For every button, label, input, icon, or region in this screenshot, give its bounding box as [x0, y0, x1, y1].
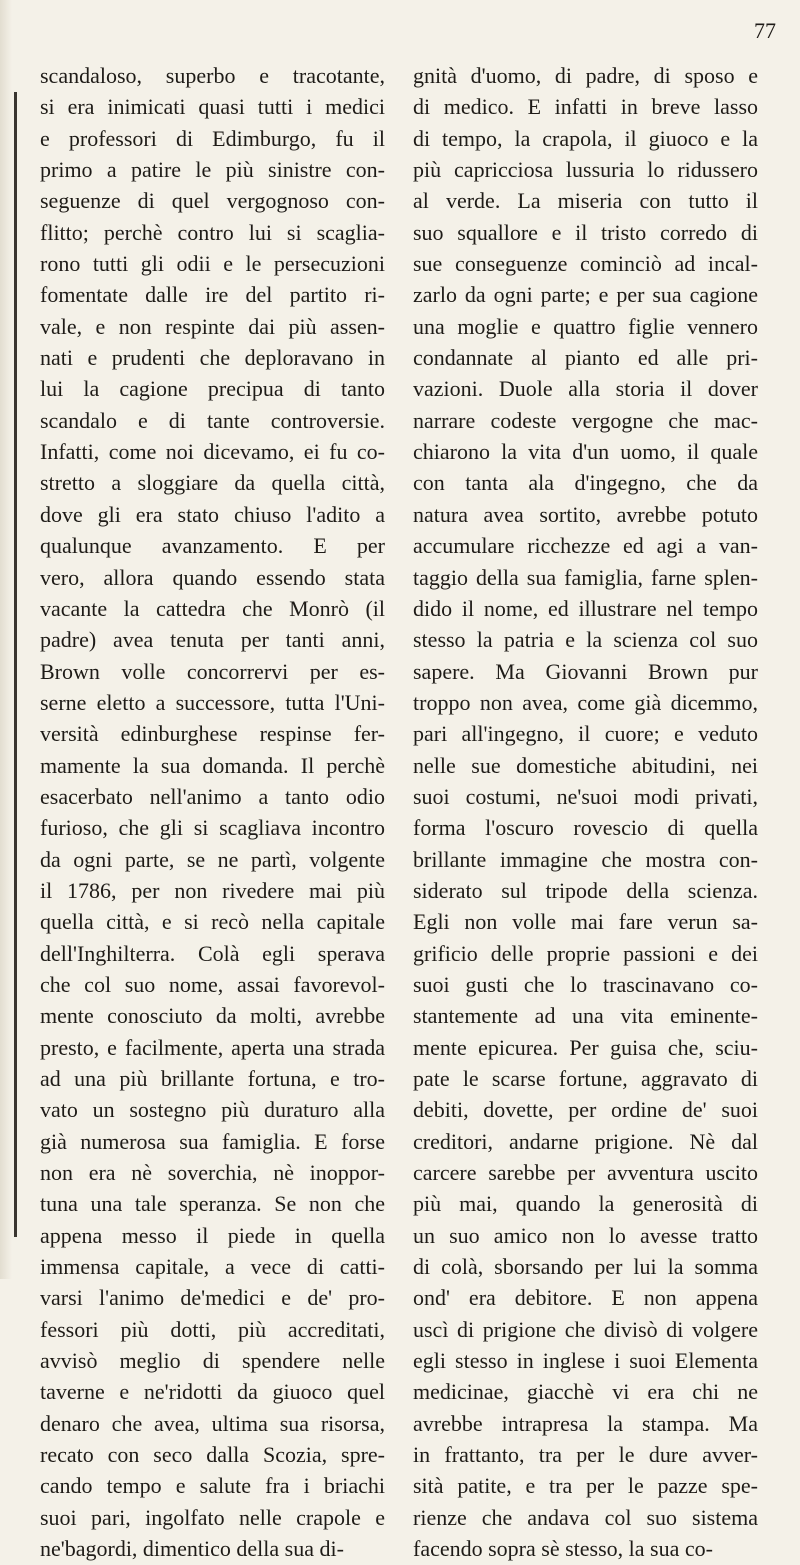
text-line: scandaloso, superbo e tracotante, — [40, 63, 385, 88]
text-line: condannate al pianto ed alle pri- — [413, 345, 758, 371]
text-line: ad una più brillante fortuna, e tro- — [40, 1066, 385, 1091]
text-line: forma l'oscuro rovescio di quella — [413, 815, 758, 841]
text-line: recato con seco dalla Scozia, spre- — [40, 1442, 385, 1468]
text-line: si era inimicati quasi tutti i medici — [40, 94, 385, 120]
text-line: taggio della sua famiglia, farne splen- — [413, 564, 758, 590]
left-text-column — [40, 60, 385, 1565]
text-line: taverne e ne'ridotti da giuoco quel — [40, 1379, 385, 1405]
text-line: Egli non volle mai fare verun sa- — [413, 909, 758, 935]
text-line: sapere. Ma Giovanni Brown pur — [413, 658, 758, 684]
text-line: immensa capitale, a vece di catti- — [40, 1254, 385, 1280]
text-line: di colà, sborsando per lui la somma — [413, 1254, 758, 1280]
text-line: non era nè soverchia, nè inoppor- — [40, 1160, 385, 1186]
page-edge-shadow — [0, 0, 12, 1279]
text-line: denaro che avea, ultima sua risorsa, — [40, 1410, 385, 1436]
text-line: che col suo nome, assai favorevol- — [40, 971, 385, 997]
text-line: gnità d'uomo, di padre, di sposo e — [413, 63, 758, 88]
text-line: stretto a sloggiare da quella città, — [40, 470, 385, 496]
text-line: carcere sarebbe per avventura uscito — [413, 1160, 758, 1186]
right-text-column — [413, 60, 758, 1565]
text-line: al verde. La miseria con tutto il — [413, 188, 758, 214]
text-line: Brown volle concorrervi per es- — [40, 658, 385, 684]
text-line: dido il nome, ed illustrare nel tempo — [413, 595, 758, 621]
text-line: versità edinburghese respinse fer- — [40, 721, 385, 747]
text-line: presto, e facilmente, aperta una strada — [40, 1034, 385, 1060]
text-line: mente conosciuto da molti, avrebbe — [40, 1003, 385, 1029]
text-line: vale, e non respinte dai più assen- — [40, 313, 385, 339]
text-line: stesso la patria e la scienza col suo — [413, 627, 758, 653]
text-line: rienze che andava col suo sistema — [413, 1504, 758, 1530]
text-line: dell'Inghilterra. Colà egli sperava — [40, 940, 385, 966]
text-line: quella città, e si recò nella capitale — [40, 909, 385, 935]
text-line: mamente la sua domanda. Il perchè — [40, 752, 385, 778]
text-line: fessori più dotti, più accreditati, — [40, 1316, 385, 1342]
text-line: seguenze di quel vergognoso con- — [40, 188, 385, 214]
text-line: suoi pari, ingolfato nelle crapole e — [40, 1504, 385, 1530]
text-line: Infatti, come noi dicevamo, ei fu co- — [40, 439, 385, 465]
text-line: in frattanto, tra per le dure avver- — [413, 1442, 758, 1468]
text-line: troppo non avea, come già dicemmo, — [413, 689, 758, 715]
text-line: natura avea sortito, avrebbe potuto — [413, 501, 758, 527]
text-line: da ogni parte, se ne partì, volgente — [40, 846, 385, 872]
text-line: sità patite, e tra per le pazze spe- — [413, 1473, 758, 1499]
text-line: primo a patire le più sinistre con- — [40, 157, 385, 183]
text-line: ond' era debitore. E non appena — [413, 1285, 758, 1311]
text-line: furioso, che gli si scagliava incontro — [40, 815, 385, 841]
text-line: dove gli era stato chiuso l'adito a — [40, 501, 385, 527]
text-line: egli stesso in inglese i suoi Elementa — [413, 1348, 758, 1374]
text-line: qualunque avanzamento. E per — [40, 533, 385, 559]
text-line: chiarono la vita d'un uomo, il quale — [413, 439, 758, 465]
text-line: già numerosa sua famiglia. E forse — [40, 1128, 385, 1154]
text-line: mente epicurea. Per guisa che, sciu- — [413, 1034, 758, 1060]
text-line: flitto; perchè contro lui si scaglia- — [40, 219, 385, 245]
text-line: suoi costumi, ne'suoi modi privati, — [413, 783, 758, 809]
text-line: scandalo e di tante controversie. — [40, 407, 385, 433]
text-line: più capricciosa lussuria lo ridussero — [413, 157, 758, 183]
text-line: con tanta ala d'ingegno, che da — [413, 470, 758, 496]
text-line: una moglie e quattro figlie vennero — [413, 313, 758, 339]
text-line: zarlo da ogni parte; e per sua cagione — [413, 282, 758, 308]
text-line: e professori di Edimburgo, fu il — [40, 125, 385, 151]
text-line: varsi l'animo de'medici e de' pro- — [40, 1285, 385, 1311]
text-line: cando tempo e salute fra i briachi — [40, 1473, 385, 1499]
text-line: vazioni. Duole alla storia il dover — [413, 376, 758, 402]
text-line: il 1786, per non rivedere mai più — [40, 877, 385, 903]
text-line: accumulare ricchezze ed agi a van- — [413, 533, 758, 559]
text-line: nati e prudenti che deploravano in — [40, 345, 385, 371]
text-line: nelle sue domestiche abitudini, nei — [413, 752, 758, 778]
text-line: narrare codeste vergogne che mac- — [413, 407, 758, 433]
text-line: avvisò meglio di spendere nelle — [40, 1348, 385, 1374]
text-line: siderato sul tripode della scienza. — [413, 877, 758, 903]
text-line: più mai, quando la generosità di — [413, 1191, 758, 1217]
text-line: grificio delle proprie passioni e dei — [413, 940, 758, 966]
page-number: 77 — [754, 18, 776, 43]
text-line: padre) avea tenuta per tanti anni, — [40, 627, 385, 653]
text-line: stantemente ad una vita eminente- — [413, 1003, 758, 1029]
text-line: brillante immagine che mostra con- — [413, 846, 758, 872]
text-line: tuna una tale speranza. Se non che — [40, 1191, 385, 1217]
text-line: creditori, andarne prigione. Nè dal — [413, 1128, 758, 1154]
text-line: vero, allora quando essendo stata — [40, 564, 385, 590]
text-line: sue conseguenze cominciò ad incal- — [413, 251, 758, 277]
text-line: pari all'ingegno, il cuore; e veduto — [413, 721, 758, 747]
text-line: debiti, dovette, per ordine de' suoi — [413, 1097, 758, 1123]
text-line: ne'bagordi, dimentico della sua di- — [40, 1536, 344, 1562]
text-line: vacante la cattedra che Monrò (il — [40, 595, 385, 621]
text-line: fomentate dalle ire del partito ri- — [40, 282, 385, 308]
text-line: rono tutti gli odii e le persecuzioni — [40, 251, 385, 277]
text-line: esacerbato nell'animo a tanto odio — [40, 783, 385, 809]
text-line: di tempo, la crapola, il giuoco e la — [413, 125, 758, 151]
text-line: avrebbe intrapresa la stampa. Ma — [413, 1410, 758, 1436]
text-line: di medico. E infatti in breve lasso — [413, 94, 758, 120]
text-line: un suo amico non lo avesse tratto — [413, 1222, 758, 1248]
text-line: pate le scarse fortune, aggravato di — [413, 1066, 758, 1091]
text-line: medicinae, giacchè vi era chi ne — [413, 1379, 758, 1405]
text-line: suoi gusti che lo trascinavano co- — [413, 971, 758, 997]
text-line: appena messo il piede in quella — [40, 1222, 385, 1248]
text-line: facendo sopra sè stesso, la sua co- — [413, 1536, 713, 1562]
text-line: suo squallore e il tristo corredo di — [413, 219, 758, 245]
text-line: serne eletto a successore, tutta l'Uni- — [40, 689, 385, 715]
text-line: vato un sostegno più duraturo alla — [40, 1097, 385, 1123]
binding-margin-line — [14, 92, 17, 1237]
text-line: lui la cagione precipua di tanto — [40, 376, 385, 402]
text-line: uscì di prigione che divisò di volgere — [413, 1316, 758, 1342]
